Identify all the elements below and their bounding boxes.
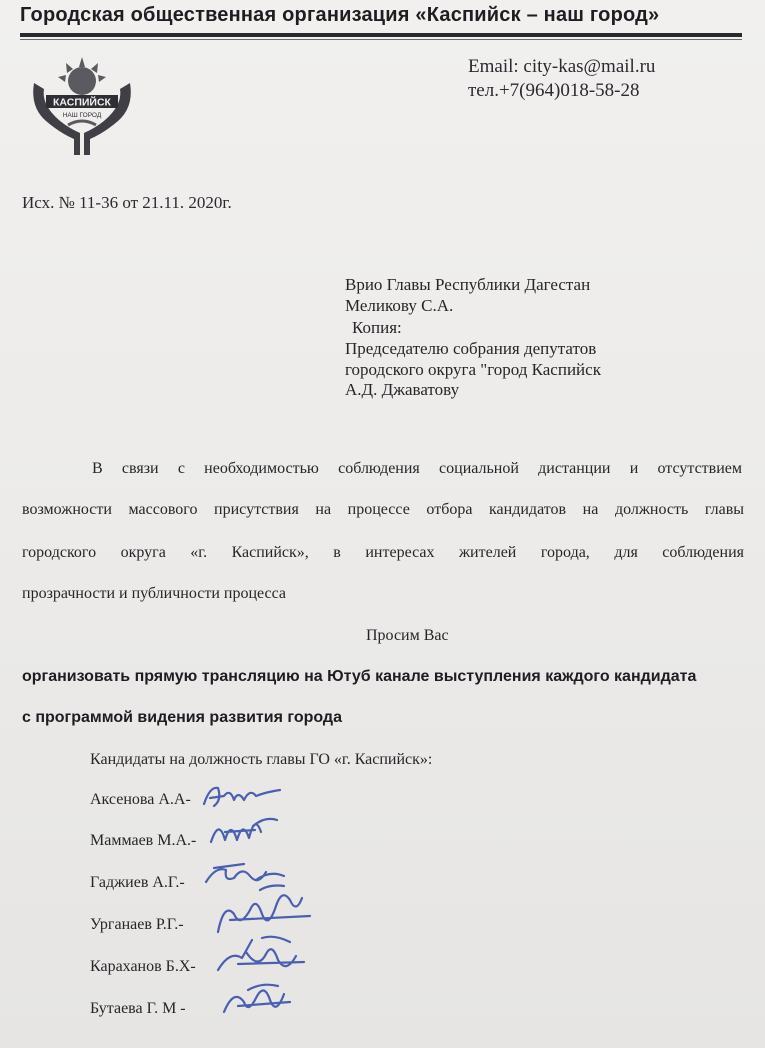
candidates-heading: Кандидаты на должность главы ГО «г. Каспийск»: <box>90 751 433 768</box>
organization-logo <box>28 55 136 160</box>
candidate-name: Бутаева Г. М - <box>90 1000 186 1017</box>
candidate-name: Урганаев Р.Г.- <box>90 916 184 933</box>
candidate-name: Караханов Б.Х- <box>90 958 196 975</box>
logo-text: КАСПИЙСК <box>53 96 111 109</box>
request-bold-line-1: организовать прямую трансляцию на Ютуб канале выступления каждого кандидата <box>22 668 697 685</box>
candidate-name: Аксенова А.А- <box>90 791 191 808</box>
header-rule-thin <box>20 39 742 40</box>
paragraph-line-2: возможности массового присутствия на процессе отбора кандидатов на должность главы <box>22 501 744 518</box>
paragraph-line-3: городского округа «г. Каспийск», в интересах жителей города, для соблюдения <box>22 544 744 561</box>
header-rule <box>20 33 742 37</box>
signature-butaeva <box>218 976 298 1026</box>
request-text: Просим Вас <box>366 627 449 644</box>
addressee-line-2: Меликову С.А. <box>345 296 454 315</box>
email-text: Email: city-kas@mail.ru <box>468 56 656 77</box>
organization-title: Городская общественная организация «Каспийск – наш город» <box>20 4 660 26</box>
signature-aksenova <box>200 782 290 812</box>
candidate-name: Гаджиев А.Г.- <box>90 874 185 891</box>
candidate-name: Маммаев М.А.- <box>90 832 197 849</box>
sun-rays <box>58 57 106 95</box>
addressee-line-4: городского округа "город Каспийск <box>345 360 601 379</box>
addressee-line-1: Врио Главы Республики Дагестан <box>345 275 591 294</box>
signature-mammaev <box>205 812 285 856</box>
paragraph-line-4: прозрачности и публичности процесса <box>22 585 286 602</box>
addressee-line-5: А.Д. Джаватову <box>345 380 460 399</box>
phone-text: тел.+7(964)018-58-28 <box>468 80 640 101</box>
addressee-line-3: Председателю собрания депутатов <box>345 339 597 358</box>
paragraph-line-1: В связи с необходимостью соблюдения социальной дистанции и отсутствием <box>92 460 742 477</box>
request-bold-line-2: с программой видения развития города <box>22 709 342 726</box>
outgoing-reference: Исх. № 11-36 от 21.11. 2020г. <box>22 193 232 212</box>
copy-label: Копия: <box>352 318 402 337</box>
logo-subtext: НАШ ГОРОД <box>62 112 102 119</box>
